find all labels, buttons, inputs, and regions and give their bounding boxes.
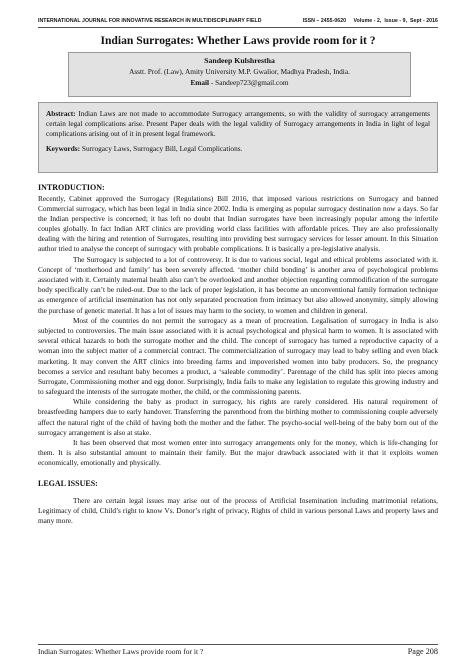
paper-title: Indian Surrogates: Whether Laws provide room for it ? bbox=[100, 34, 376, 47]
keywords-text: Surrogacy Laws, Surrogacy Bill, Legal Complications. bbox=[80, 143, 243, 153]
paragraph: Recently, Cabinet approved the Surrogacy (Regulations) Bill 2016, that imposed various restrictions on Surrogacy and banned Commercial surrogacy, which has been legal in India since 2002. India is emerging as popular surrogacy destination now a days. So far the Indian perspective is concerned; it has left no doubt that Indian surrogates have been increasingly popular among the infertile couples globally. In fact Indian ART clinics are providing world class facilities with affordable prices. They are also professionally dealing with the hiring and retention of Surrogates, resulting into providing best surrogacy services for lesser amount. In this Situation author tried to analyse the concept of surrogacy with probable complications. It is basically a pre-legislative analysis. bbox=[38, 193, 438, 254]
journal-name: INTERNATIONAL JOURNAL FOR INNOVATIVE RESEARCH IN MULTIDISCIPLINARY FIELD bbox=[38, 18, 262, 24]
paragraph: Most of the countries do not permit the surrogacy as a mean of procreation. Legalisation of surrogacy in India is also subjected to controversies. The main issue associated with it is actual psychological and physical harm to women. It is associated with several ethical hazards to both the surrogate mother and the child. The concept of surrogacy has turned a reproductive capacity of a woman into the subject matter of a commercial contract. The commercialization of surrogacy may lead to baby selling and even black marketing. It may convert the ART clinics into breeding farms and impoverished women into baby producers. So, the pregnancy becomes a service and resultant baby becomes a product, a ‘saleable commodity’. Parentage of the child has split into pieces among Surrogate, Commissioning mother and egg donor. Surprisingly, India fails to make any legislation to regulate this growing industry and to safeguard the interests of the surrogate mother, the child, or the commissioning parents. bbox=[38, 315, 438, 397]
running-header bbox=[38, 18, 438, 24]
spacer bbox=[38, 469, 438, 479]
section-heading-introduction: INTRODUCTION: bbox=[38, 183, 105, 192]
page-number: Page 208 bbox=[407, 647, 438, 656]
author-box bbox=[68, 52, 411, 97]
footer-title: Indian Surrogates: Whether Laws provide room for it ? bbox=[38, 647, 204, 656]
article-body bbox=[38, 183, 438, 527]
header-divider bbox=[38, 27, 438, 28]
abstract-box bbox=[38, 102, 438, 173]
author-name: Sandeep Kulshrestha bbox=[204, 56, 275, 65]
email-value: - Sandeep723@gmail.com bbox=[209, 78, 289, 87]
section-heading-legal-issues: LEGAL ISSUES: bbox=[38, 478, 98, 488]
keywords bbox=[46, 144, 430, 154]
author-affiliation: Asstt. Prof. (Law), Amity University M.P. Gwalior, Madhya Pradesh, India. bbox=[129, 67, 350, 76]
paragraph: There are certain legal issues may arise out of the process of Artificial Insemination including matrimonial relations, Legitimacy of child, Child’s right to know Vs. Donor’s right of privacy, Rights of child in various personal Laws and property laws and many more. bbox=[38, 496, 438, 526]
running-footer bbox=[38, 647, 438, 656]
author-email bbox=[69, 77, 410, 88]
spacer bbox=[38, 489, 438, 496]
abstract-text: Indian Laws are not made to accommodate Surrogacy arrangements, so with the validity of surrogacy arrangements certain legal complications arise. Present Paper deals with the legal validity of Surrogacy arrangements in India in light of legal complications arising out of it in present legal framework. bbox=[46, 109, 430, 139]
paragraph: The Surrogacy is subjected to a lot of controversy. It is due to various social, legal and ethical problems associated with it. Concept of ‘motherhood and family’ has been severely affected. ‘mother child bonding’ is another area of psychological problems associated with it. Certainly maternal health also can’t be overlooked and another objection regarding commodification of the surrogate body specifically can’t be ruled-out. Due to the lack of proper legislation, it has become an unconventional family formation technique as emergence of artificial insemination has not only separated procreation from intimacy but also allowed anonymity, simply allowing the purchase of genetic material. It has a lot of issues may harm to the society, to women and children in general. bbox=[38, 254, 438, 315]
paragraph: While considering the baby as product in surrogacy, his rights are rarely considered. His natural requirement of breastfeeding hampers due to early handover. Transferring the parenthood from the birthing mother to commissioning couple adversely affect the natural right of the child of having both the mother and the father. The psycho-social well-being of the baby born out of the surrogacy arrangement is also at stake. bbox=[38, 397, 438, 437]
footer-divider bbox=[38, 644, 438, 645]
paragraph: It has been observed that most women enter into surrogacy arrangements only for the money, which is life-changing for them. It is also substantial amount to maintain their family. But the major drawback associated with it that it exploits women economically, emotionally and physically. bbox=[38, 438, 438, 468]
abstract-label: Abstract: bbox=[46, 109, 76, 118]
email-label: Email bbox=[190, 78, 210, 87]
issn-volume-issue: ISSN – 2455-0620 Volume - 2, Issue - 9, Sept - 2016 bbox=[302, 18, 438, 24]
keywords-label: Keywords: bbox=[46, 143, 81, 153]
abstract bbox=[46, 109, 430, 140]
